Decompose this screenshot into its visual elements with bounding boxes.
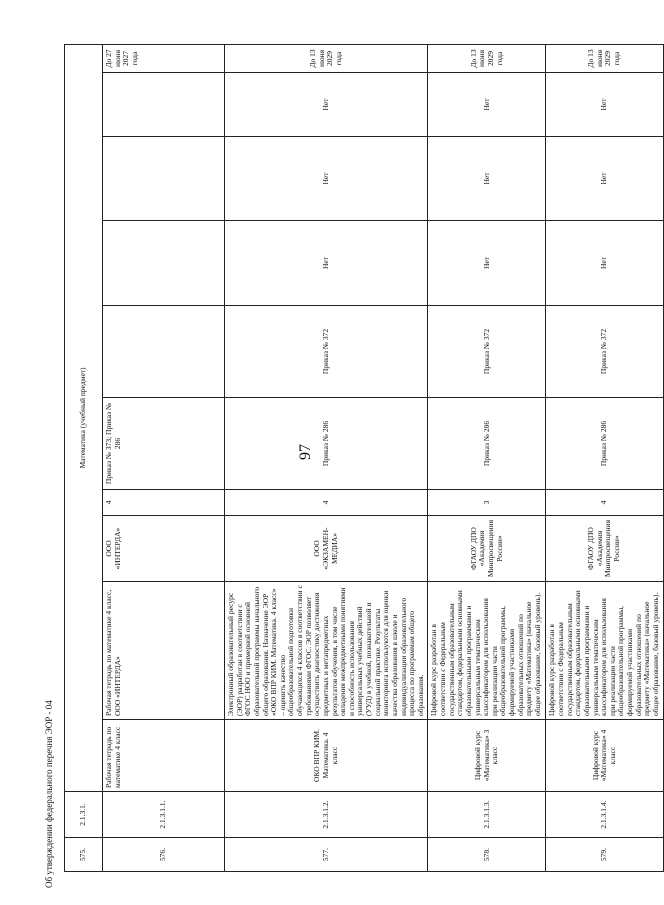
resource-organization: ФГАОУ ДПО «Академия Минпросвещения России»	[546, 516, 663, 582]
table-row	[65, 44, 103, 871]
resource-grade: 4	[546, 490, 663, 516]
table-row	[546, 44, 663, 871]
resource-description: Цифровой курс разработан в соответствии с Федеральным государственным образовательным стандартом, федеральными основными образовательными программами и универсальным тематическим классификатором для использования при реализации части общеобразовательной программы, формируемой участниками образовательных отношений по предмету «Математика» (начальное общее образование, базовый уровень).	[428, 582, 546, 720]
resource-grade: 3	[428, 490, 546, 516]
row-code: 2.1.3.1.2.	[225, 792, 428, 838]
table-row	[103, 44, 225, 871]
order-reference-2: Приказ № 372	[546, 306, 663, 398]
flag-1: Нет	[225, 221, 428, 306]
eor-table	[64, 44, 664, 872]
row-number: 575.	[65, 838, 103, 872]
section-header: Математика (учебный предмет)	[65, 44, 103, 791]
table-viewport	[64, 45, 660, 872]
order-reference-2: Приказ № 372	[428, 306, 546, 398]
order-reference-1: Приказ № 373; Приказ № 286	[103, 398, 225, 490]
flag-2: Нет	[428, 137, 546, 221]
validity-term: До 27 июня 2027 года	[103, 44, 225, 72]
flag-1: Нет	[428, 221, 546, 306]
order-reference-2	[103, 306, 225, 398]
flag-3: Нет	[225, 73, 428, 137]
resource-grade: 4	[225, 490, 428, 516]
validity-term: До 13 июня 2029 года	[546, 44, 663, 72]
flag-1	[103, 221, 225, 306]
resource-grade: 4	[103, 490, 225, 516]
flag-2: Нет	[225, 137, 428, 221]
resource-description: Электронный образовательный ресурс (ЭОР) разработан в соответствии с ФГОС НОО и примерной основной образовательной программы начального общего образования. Назначение ЭОР «ОКО ВПР КИМ. Математика. 4 класс» – оценить качество общеобразовательной подготовки обучающихся 4 классов в соответствии с требованиями ФГОС. ЭОР позволяет осуществить диагностику достижения предметных и метапредметных результатов обучения, в том числе овладения межпредметными понятиями и способность использования универсальных учебных действий (УУД) в учебной, познавательной и социальной практике. Результаты мониторинга используются для оценки качества образования в школе и индивидуализации образовательного процесса по программам общего образования.	[225, 582, 428, 720]
row-code: 2.1.3.1.1.	[103, 792, 225, 838]
validity-term: До 13 июня 2029 года	[428, 44, 546, 72]
resource-name: Цифровой курс «Математика» 3 класс	[428, 720, 546, 792]
flag-1: Нет	[546, 221, 663, 306]
resource-organization: ООО «ИНТЕРДА»	[103, 516, 225, 582]
row-number: 577.	[225, 838, 428, 872]
row-number: 576.	[103, 838, 225, 872]
order-reference-1: Приказ № 286	[428, 398, 546, 490]
order-reference-1: Приказ № 286	[546, 398, 663, 490]
table-row	[428, 44, 546, 871]
row-code: 2.1.3.1.3.	[428, 792, 546, 838]
row-code: 2.1.3.1.4.	[546, 792, 663, 838]
row-code: 2.1.3.1.	[65, 792, 103, 838]
resource-name: Рабочая тетрадь по математике 4 класс	[103, 720, 225, 792]
order-reference-2: Приказ № 372	[225, 306, 428, 398]
flag-3	[103, 73, 225, 137]
resource-description: Цифровой курс разработан в соответствии с Федеральным государственным образовательным стандартом, федеральными основными образовательными программами и универсальным тематическим классификатором для использования при реализации части общеобразовательной программы, формируемой участниками образовательных отношений по предмету «Математика» (начальное общее образование, базовый уровень).	[546, 582, 663, 720]
row-number: 578.	[428, 838, 546, 872]
resource-name: Цифровой курс «Математика» 4 класс	[546, 720, 663, 792]
validity-term: До 13 июня 2029 года	[225, 44, 428, 72]
flag-3: Нет	[546, 73, 663, 137]
resource-organization: ООО «ЭКЗАМЕН-МЕДИА»	[225, 516, 428, 582]
row-number: 579.	[546, 838, 663, 872]
flag-2	[103, 137, 225, 221]
order-reference-1: Приказ № 286	[225, 398, 428, 490]
flag-3: Нет	[428, 73, 546, 137]
document-footer: Об утверждении федерального перечня ЭОР - 04	[44, 700, 54, 888]
rotated-table	[64, 45, 660, 872]
page-number: 97	[297, 444, 314, 460]
table-row	[225, 44, 428, 871]
resource-organization: ФГАОУ ДПО «Академия Минпросвещения России»	[428, 516, 546, 582]
flag-2: Нет	[546, 137, 663, 221]
resource-description: Рабочая тетрадь по математике 4 класс, ООО «ИНТЕРДА»	[103, 582, 225, 720]
resource-name: ОКО ВПР КИМ. Математика. 4 класс	[225, 720, 428, 792]
